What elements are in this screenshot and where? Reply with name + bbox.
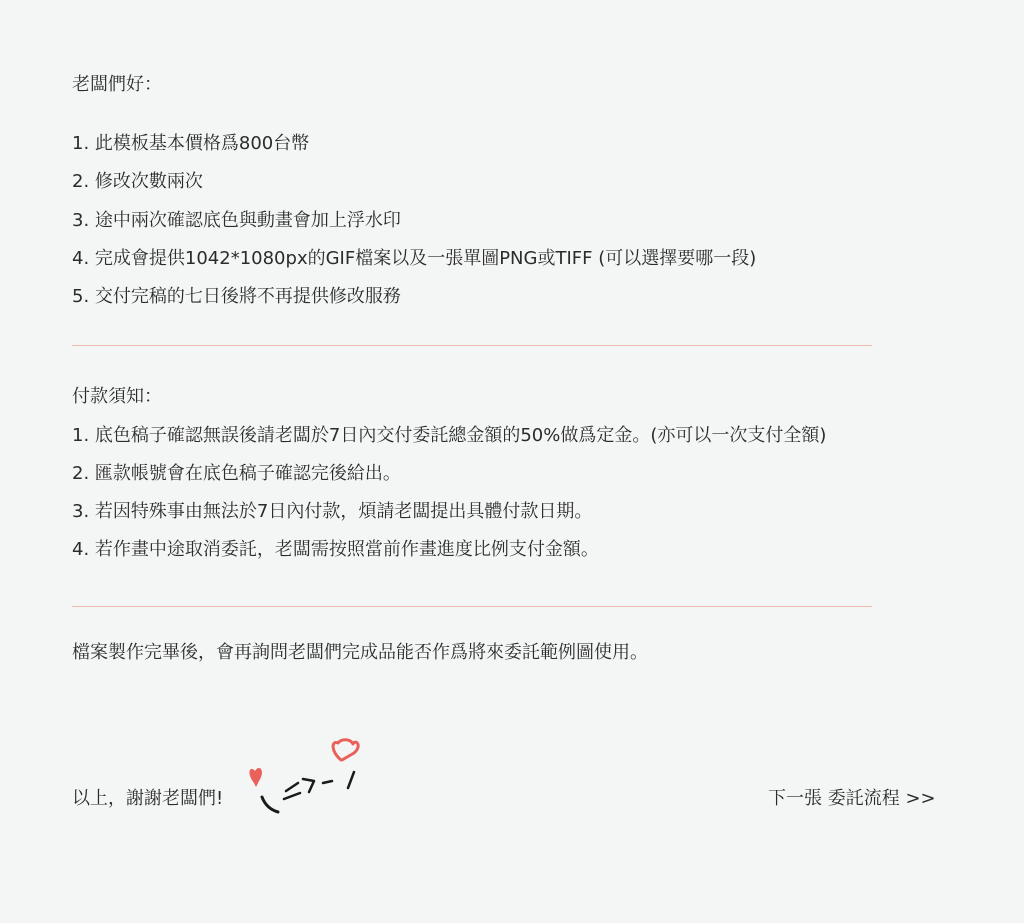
closing-text: 以上，謝謝老闆們! xyxy=(72,788,224,809)
payment-item: 2. 匯款帳號會在底色稿子確認完後給出。 xyxy=(72,463,401,484)
payment-heading: 付款須知： xyxy=(72,386,162,407)
payment-item: 1. 底色稿子確認無誤後請老闆於7日內交付委託總金額的50%做爲定金。(亦可以一次支付全額) xyxy=(72,425,827,446)
greeting: 老闆們好： xyxy=(72,74,162,95)
usage-note: 檔案製作完畢後，會再詢問老闆們完成品能否作爲將來委託範例圖使用。 xyxy=(72,642,648,663)
terms-item: 2. 修改次數兩次 xyxy=(72,171,203,192)
divider xyxy=(72,345,872,346)
terms-item: 4. 完成會提供1042*1080px的GIF檔案以及一張單圖PNG或TIFF (可以選擇要哪一段) xyxy=(72,248,757,269)
payment-item: 4. 若作畫中途取消委託，老闆需按照當前作畫進度比例支付金額。 xyxy=(72,539,599,560)
heart-smile-doodle-icon xyxy=(240,735,370,820)
payment-item: 3. 若因特殊事由無法於7日內付款，煩請老闆提出具體付款日期。 xyxy=(72,501,593,522)
divider xyxy=(72,606,872,607)
terms-item: 5. 交付完稿的七日後將不再提供修改服務 xyxy=(72,286,401,307)
terms-item: 1. 此模板基本價格爲800台幣 xyxy=(72,133,310,154)
terms-item: 3. 途中兩次確認底色與動畫會加上浮水印 xyxy=(72,210,401,231)
next-page-link[interactable]: 下一張 委託流程 >> xyxy=(768,788,936,809)
